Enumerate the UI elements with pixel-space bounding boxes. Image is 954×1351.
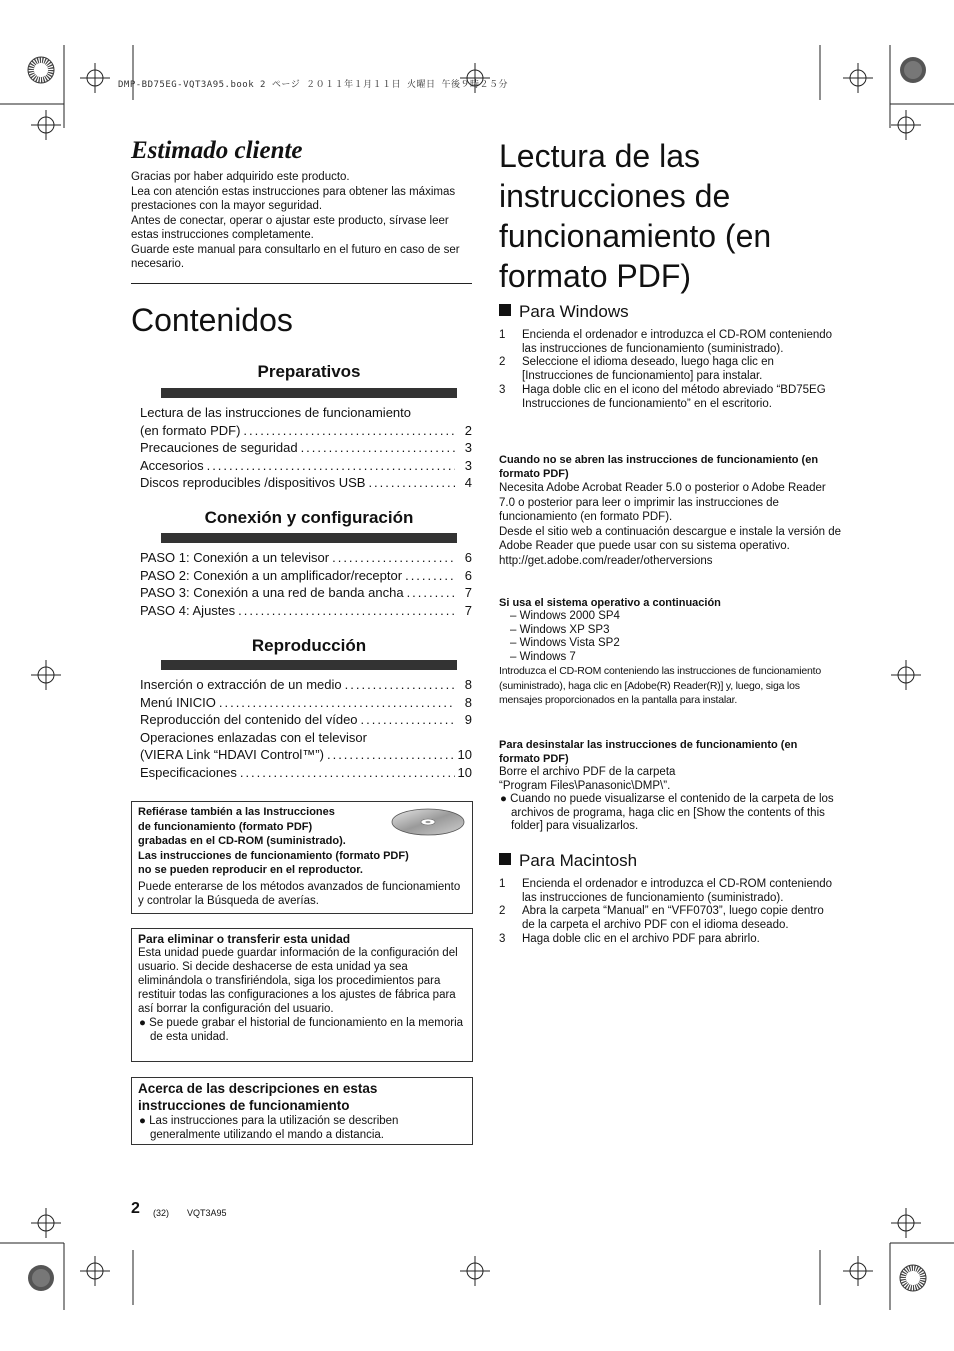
toc-entry-text: Lectura de las instrucciones de funcionamiento	[140, 405, 411, 420]
toc-entry-text: Inserción o extracción de un medio	[140, 677, 342, 692]
pdf-section-title: Lectura de las instrucciones de funcionamiento (en formato PDF)	[499, 138, 772, 294]
header-line: DMP-BD75EG-VQT3A95.book 2 ページ ２０１１年１月１１日 火曜日 午後９時２５分	[118, 80, 508, 90]
os-item: – Windows 7	[510, 650, 576, 663]
toc-preparativos	[140, 404, 472, 492]
toc-entry[interactable]	[140, 676, 472, 694]
pdf-info-bold: grabadas en el CD-ROM (suministrado).	[138, 835, 346, 847]
mac-heading	[499, 851, 637, 871]
cd-rom-icon	[390, 807, 466, 837]
step-text: Encienda el ordenador e introduzca el CD-ROM conteniendo las instrucciones de funcionamiento (suministrado).	[522, 878, 833, 904]
toc-entry[interactable]	[140, 457, 472, 475]
os-heading: Si usa el sistema operativo a continuación	[499, 597, 721, 609]
section-bar	[161, 388, 457, 398]
pdf-info-bold: Refiérase también a las Instrucciones	[138, 806, 335, 818]
adobe-link[interactable]: http://get.adobe.com/reader/otherversions	[499, 554, 713, 567]
mac-steps	[499, 878, 839, 947]
toc-entry[interactable]	[140, 404, 472, 422]
toc-entry[interactable]	[140, 584, 472, 602]
descriptions-bullet-text: Las instrucciones para la utilización se describen generalmente utilizando el mando a distancia.	[149, 1115, 399, 1141]
step-item	[499, 329, 839, 356]
pdf-info-box	[131, 801, 473, 914]
os-item: – Windows 2000 SP4	[510, 610, 620, 622]
step-text: Haga doble clic en el icono del método abreviado “BD75EG Instrucciones de funcionamiento” en el escritorio.	[522, 383, 826, 410]
toc-entry[interactable]	[140, 694, 472, 712]
toc-reproduccion	[140, 676, 472, 782]
toc-entry-text: (en formato PDF)	[140, 422, 241, 438]
mac-heading-text: Para Macintosh	[519, 851, 638, 870]
step-item	[499, 878, 839, 905]
square-bullet-icon	[499, 304, 511, 316]
uninstall-heading: Para desinstalar las instrucciones de funcionamiento (en formato PDF)	[499, 739, 798, 765]
square-bullet-icon	[499, 853, 511, 865]
section-title-preparativos: Preparativos	[257, 362, 361, 381]
contents-title: Contenidos	[131, 302, 293, 338]
intro-line: Gracias por haber adquirido este producto.	[131, 171, 350, 183]
step-number: 1	[499, 878, 506, 890]
toc-entry-text: Accesorios	[140, 457, 204, 473]
windows-heading	[499, 302, 629, 322]
toc-entry[interactable]	[140, 439, 472, 457]
transfer-box	[131, 928, 473, 1062]
pdf-info-bold: Las instrucciones de funcionamiento (formato PDF)	[138, 849, 409, 862]
os-item: – Windows Vista SP2	[510, 637, 620, 649]
toc-entry-text: Reproducción del contenido del vídeo	[140, 712, 358, 728]
step-item	[499, 933, 839, 947]
no-open-text: Necesita Adobe Acrobat Reader 5.0 o posterior o Adobe Reader 7.0 o posterior para leer o imprimir las instrucciones de funcionamiento (en formato PDF).	[499, 482, 826, 523]
uninstall-bullet: ● Cuando no puede visualizarse el contenido de la carpeta de los archivos de programa, haga clic en [Show the contents of this folder] para visualizarlos.	[500, 793, 834, 832]
pdf-info-text: Puede enterarse de los métodos avanzados de funcionamiento y controlar la Búsqueda de averías.	[138, 880, 461, 907]
toc-entry-text: Precauciones de seguridad	[140, 440, 298, 456]
step-text: Haga doble clic en el archivo PDF para abrirlo.	[522, 932, 760, 945]
transfer-bullet: ● Se puede grabar el historial de funcionamiento en la memoria de esta unidad.	[139, 1017, 464, 1043]
transfer-text: Esta unidad puede guardar información de la configuración del usuario. Si decide deshacerse de esta unidad ya sea eliminándola o transfiriéndola, siga los procedimientos para restituir todas las configuraciones a los ajustes de fábrica para así borrar la configuración del usuario.	[138, 947, 458, 1015]
step-text: Abra la carpeta “Manual” en “VFF0703”, luego copie dentro de la carpeta el archivo PDF con el idioma deseado.	[522, 905, 824, 932]
toc-page: 8	[464, 677, 472, 692]
section-title-reproduccion: Reproducción	[251, 636, 367, 655]
toc-page: 6	[464, 550, 472, 565]
toc-entry[interactable]	[140, 711, 472, 729]
os-section	[499, 596, 841, 708]
toc-page: 2	[464, 422, 472, 438]
toc-entry-text: Especificaciones	[140, 764, 237, 780]
windows-steps	[499, 329, 839, 411]
os-text: Introduzca el CD-ROM conteniendo las instrucciones de funcionamiento (suministrado), haga clic en [Adobe(R) Reader(R)] y, luego, siga los mensajes proporcionados en la pantalla para instalar.	[499, 665, 821, 706]
step-number: 3	[499, 383, 506, 396]
uninstall-path: “Program Files\Panasonic\DMP\”.	[499, 779, 671, 792]
toc-conexion	[140, 549, 472, 619]
toc-page: 3	[464, 457, 472, 473]
step-item	[499, 905, 839, 932]
toc-page: 7	[464, 585, 472, 601]
toc-entry[interactable]	[140, 567, 472, 585]
intro-line: Guarde este manual para consultarlo en el futuro en caso de ser necesario.	[131, 243, 460, 270]
step-number: 1	[499, 329, 506, 341]
step-number: 3	[499, 932, 506, 945]
intro-line: Antes de conectar, operar o ajustar este producto, sírvase leer estas instrucciones completamente.	[131, 214, 449, 241]
toc-entry[interactable]	[140, 764, 472, 782]
page-number-small: (32)	[153, 1208, 170, 1218]
toc-entry[interactable]	[140, 602, 472, 620]
toc-entry-text: PASO 3: Conexión a una red de banda ancha	[140, 585, 404, 601]
step-text: Seleccione el idioma deseado, luego haga clic en [Instrucciones de funcionamiento] para instalar.	[522, 356, 774, 383]
toc-page: 10	[457, 747, 472, 763]
windows-heading-text: Para Windows	[519, 302, 629, 321]
toc-entry-text: Menú INICIO	[140, 694, 216, 710]
document-code: VQT3A95	[187, 1208, 227, 1218]
toc-entry-text: PASO 2: Conexión a un amplificador/receptor	[140, 567, 403, 583]
toc-entry[interactable]	[140, 549, 472, 567]
step-number: 2	[499, 905, 506, 918]
pdf-info-bold: no se pueden reproducir en el reproductor.	[138, 864, 363, 876]
page-number: 2	[131, 1200, 140, 1217]
toc-page: 9	[464, 712, 472, 728]
descriptions-box	[131, 1077, 473, 1145]
toc-entry[interactable]	[140, 746, 472, 764]
descriptions-bullet: ● Las instrucciones para la utilización se describen generalmente utilizando el mando a distancia.	[139, 1115, 399, 1141]
toc-entry-text: Operaciones enlazadas con el televisor	[140, 729, 367, 745]
section-bar	[161, 533, 457, 543]
no-open-section	[499, 453, 841, 568]
step-number: 2	[499, 356, 506, 369]
pdf-info-bold: de funcionamiento (formato PDF)	[138, 820, 313, 833]
toc-entry-text: Discos reproducibles /dispositivos USB	[140, 475, 366, 491]
uninstall-section	[499, 738, 841, 834]
toc-page: 3	[464, 440, 472, 456]
toc-entry[interactable]	[140, 474, 472, 492]
descriptions-heading: Acerca de las descripciones en estas instrucciones de funcionamiento	[138, 1081, 378, 1113]
toc-page: 6	[464, 567, 472, 583]
toc-entry-text: PASO 1: Conexión a un televisor	[140, 550, 330, 565]
uninstall-bullet-text: Cuando no puede visualizarse el contenido de la carpeta de los archivos de programa, haga clic en [Show the contents of this folder] para visualizarlos.	[510, 793, 834, 832]
toc-entry-text: (VIERA Link “HDAVI Control™”)	[140, 747, 324, 763]
no-open-text: Desde el sitio web a continuación descargue e instale la versión de Adobe Reader que puede usar con su sistema operativo.	[499, 525, 842, 552]
toc-page: 8	[464, 694, 472, 710]
intro-text	[131, 170, 473, 272]
toc-entry[interactable]	[140, 729, 472, 747]
step-text: Encienda el ordenador e introduzca el CD-ROM conteniendo las instrucciones de funcionamiento (suministrado).	[522, 329, 833, 355]
divider	[131, 283, 472, 284]
uninstall-text: Borre el archivo PDF de la carpeta	[499, 766, 676, 778]
toc-page: 4	[464, 475, 472, 491]
no-open-heading: Cuando no se abren las instrucciones de funcionamiento (en formato PDF)	[499, 454, 819, 480]
transfer-heading: Para eliminar o transferir esta unidad	[138, 932, 351, 946]
toc-page: 10	[457, 764, 472, 780]
estimado-title: Estimado cliente	[131, 137, 303, 164]
transfer-bullet-text: Se puede grabar el historial de funcionamiento en la memoria de esta unidad.	[149, 1017, 464, 1043]
section-bar	[161, 660, 457, 670]
toc-entry-text: PASO 4: Ajustes	[140, 602, 236, 618]
step-item	[499, 384, 839, 411]
toc-page: 7	[464, 602, 472, 618]
step-item	[499, 356, 839, 383]
os-item: – Windows XP SP3	[510, 623, 610, 636]
toc-entry[interactable]	[140, 422, 472, 440]
intro-line: Lea con atención estas instrucciones para obtener las máximas prestaciones con la mayor seguridad.	[131, 185, 456, 212]
section-title-conexion: Conexión y configuración	[204, 508, 414, 527]
